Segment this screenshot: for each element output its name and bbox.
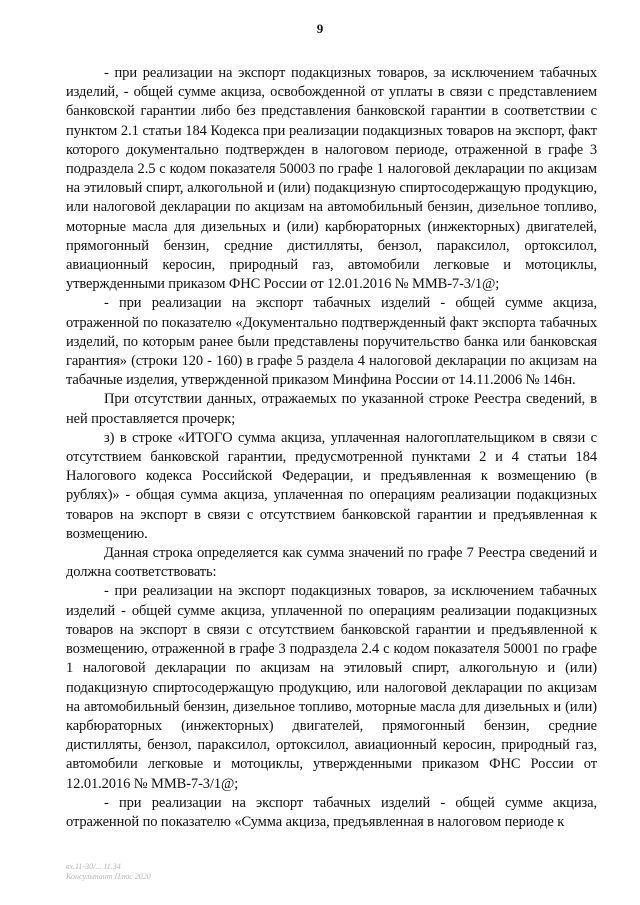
paragraph: з) в строке «ИТОГО сумма акциза, уплаченная налогоплательщиком в связи с отсутствием банковской гарантии, предусмотренной пунктами 2 и 4 статьи 184 Налогового кодекса Российской Федерации, и предъявленная к возмещению (в рублях)» - общая сумма акциза, уплаченная по операциям реализации подакцизных товаров на экспорт в связи с отсутствием банковской гарантии и предъявленная к возмещению. bbox=[66, 429, 597, 542]
paragraph: - при реализации на экспорт табачных изделий - общей сумме акциза, отраженной по показателю «Документально подтвержденный факт экспорта табачных изделий, по которым ранее были представлены поручительство банка или банковская гарантия» (строки 120 - 160) в графе 5 раздела 4 налоговой декларации по акцизам на табачные изделия, утвержденной приказом Минфина России от 14.11.2006 № 146н. bbox=[66, 295, 597, 389]
page-number: 9 bbox=[316, 21, 324, 36]
paragraph: - при реализации на экспорт подакцизных товаров, за исключением табачных изделий - общей сумме акциза, уплаченной по операциям реализации подакцизных товаров на экспорт в связи с отсутствием банковской гарантии и предъявленной к возмещению, отраженной в графе 3 подраздела 2.4 с кодом показателя 50001 по графе 1 налоговой декларации по акцизам на этиловый спирт, алкогольную и (или) подакцизную спиртосодержащую продукцию, или налоговой декларации по акцизам на автомобильный бензин, дизельное топливо, моторные масла для дизельных и (или) карбюраторных (инжекторных) двигателей, прямогонный бензин, средние дистилляты, бензол, параксилол, ортоксилол, авиационный керосин, природный газ, автомобили легковые и мотоциклы, утвержденными приказом ФНС России от 12.01.2016 № ММВ-7-3/1@; bbox=[66, 583, 597, 792]
paragraph: - при реализации на экспорт табачных изделий - общей сумме акциза, отраженной по показателю «Сумма акциза, предъявленная в налоговом периоде к bbox=[66, 794, 597, 830]
footer-stamp bbox=[66, 862, 151, 882]
footer-line: вх.11-30/... 11.34 bbox=[66, 862, 121, 871]
footer-line: Консультант Плюс 2020 bbox=[66, 872, 151, 881]
document-body bbox=[66, 64, 597, 832]
paragraph: - при реализации на экспорт подакцизных товаров, за исключением табачных изделий, - общей сумме акциза, освобожденной от уплаты в связи с представлением банковской гарантии либо без представления банковской гарантии в соответствии с пунктом 2.1 статьи 184 Кодекса при реализации подакцизных товаров на экспорт, факт которого документально подтвержден в налоговом периоде, отраженной в графе 3 подраздела 2.5 с кодом показателя 50003 по графе 1 налоговой декларации по акцизам на этиловый спирт, алкогольной и (или) подакцизную спиртосодержащую продукцию, или налоговой декларации по акцизам на автомобильный бензин, дизельное топливо, моторные масла для дизельных и (или) карбюраторных (инжекторных) двигателей, прямогонный бензин, средние дистилляты, бензол, параксилол, ортоксилол, авиационный керосин, природный газ, автомобили легковые и мотоциклы, утвержденными приказом ФНС России от 12.01.2016 № ММВ-7-3/1@; bbox=[66, 65, 597, 293]
paragraph: Данная строка определяется как сумма значений по графе 7 Реестра сведений и должна соответствовать: bbox=[66, 545, 597, 581]
paragraph: При отсутствии данных, отражаемых по указанной строке Реестра сведений, в ней проставляется прочерк; bbox=[66, 391, 597, 427]
